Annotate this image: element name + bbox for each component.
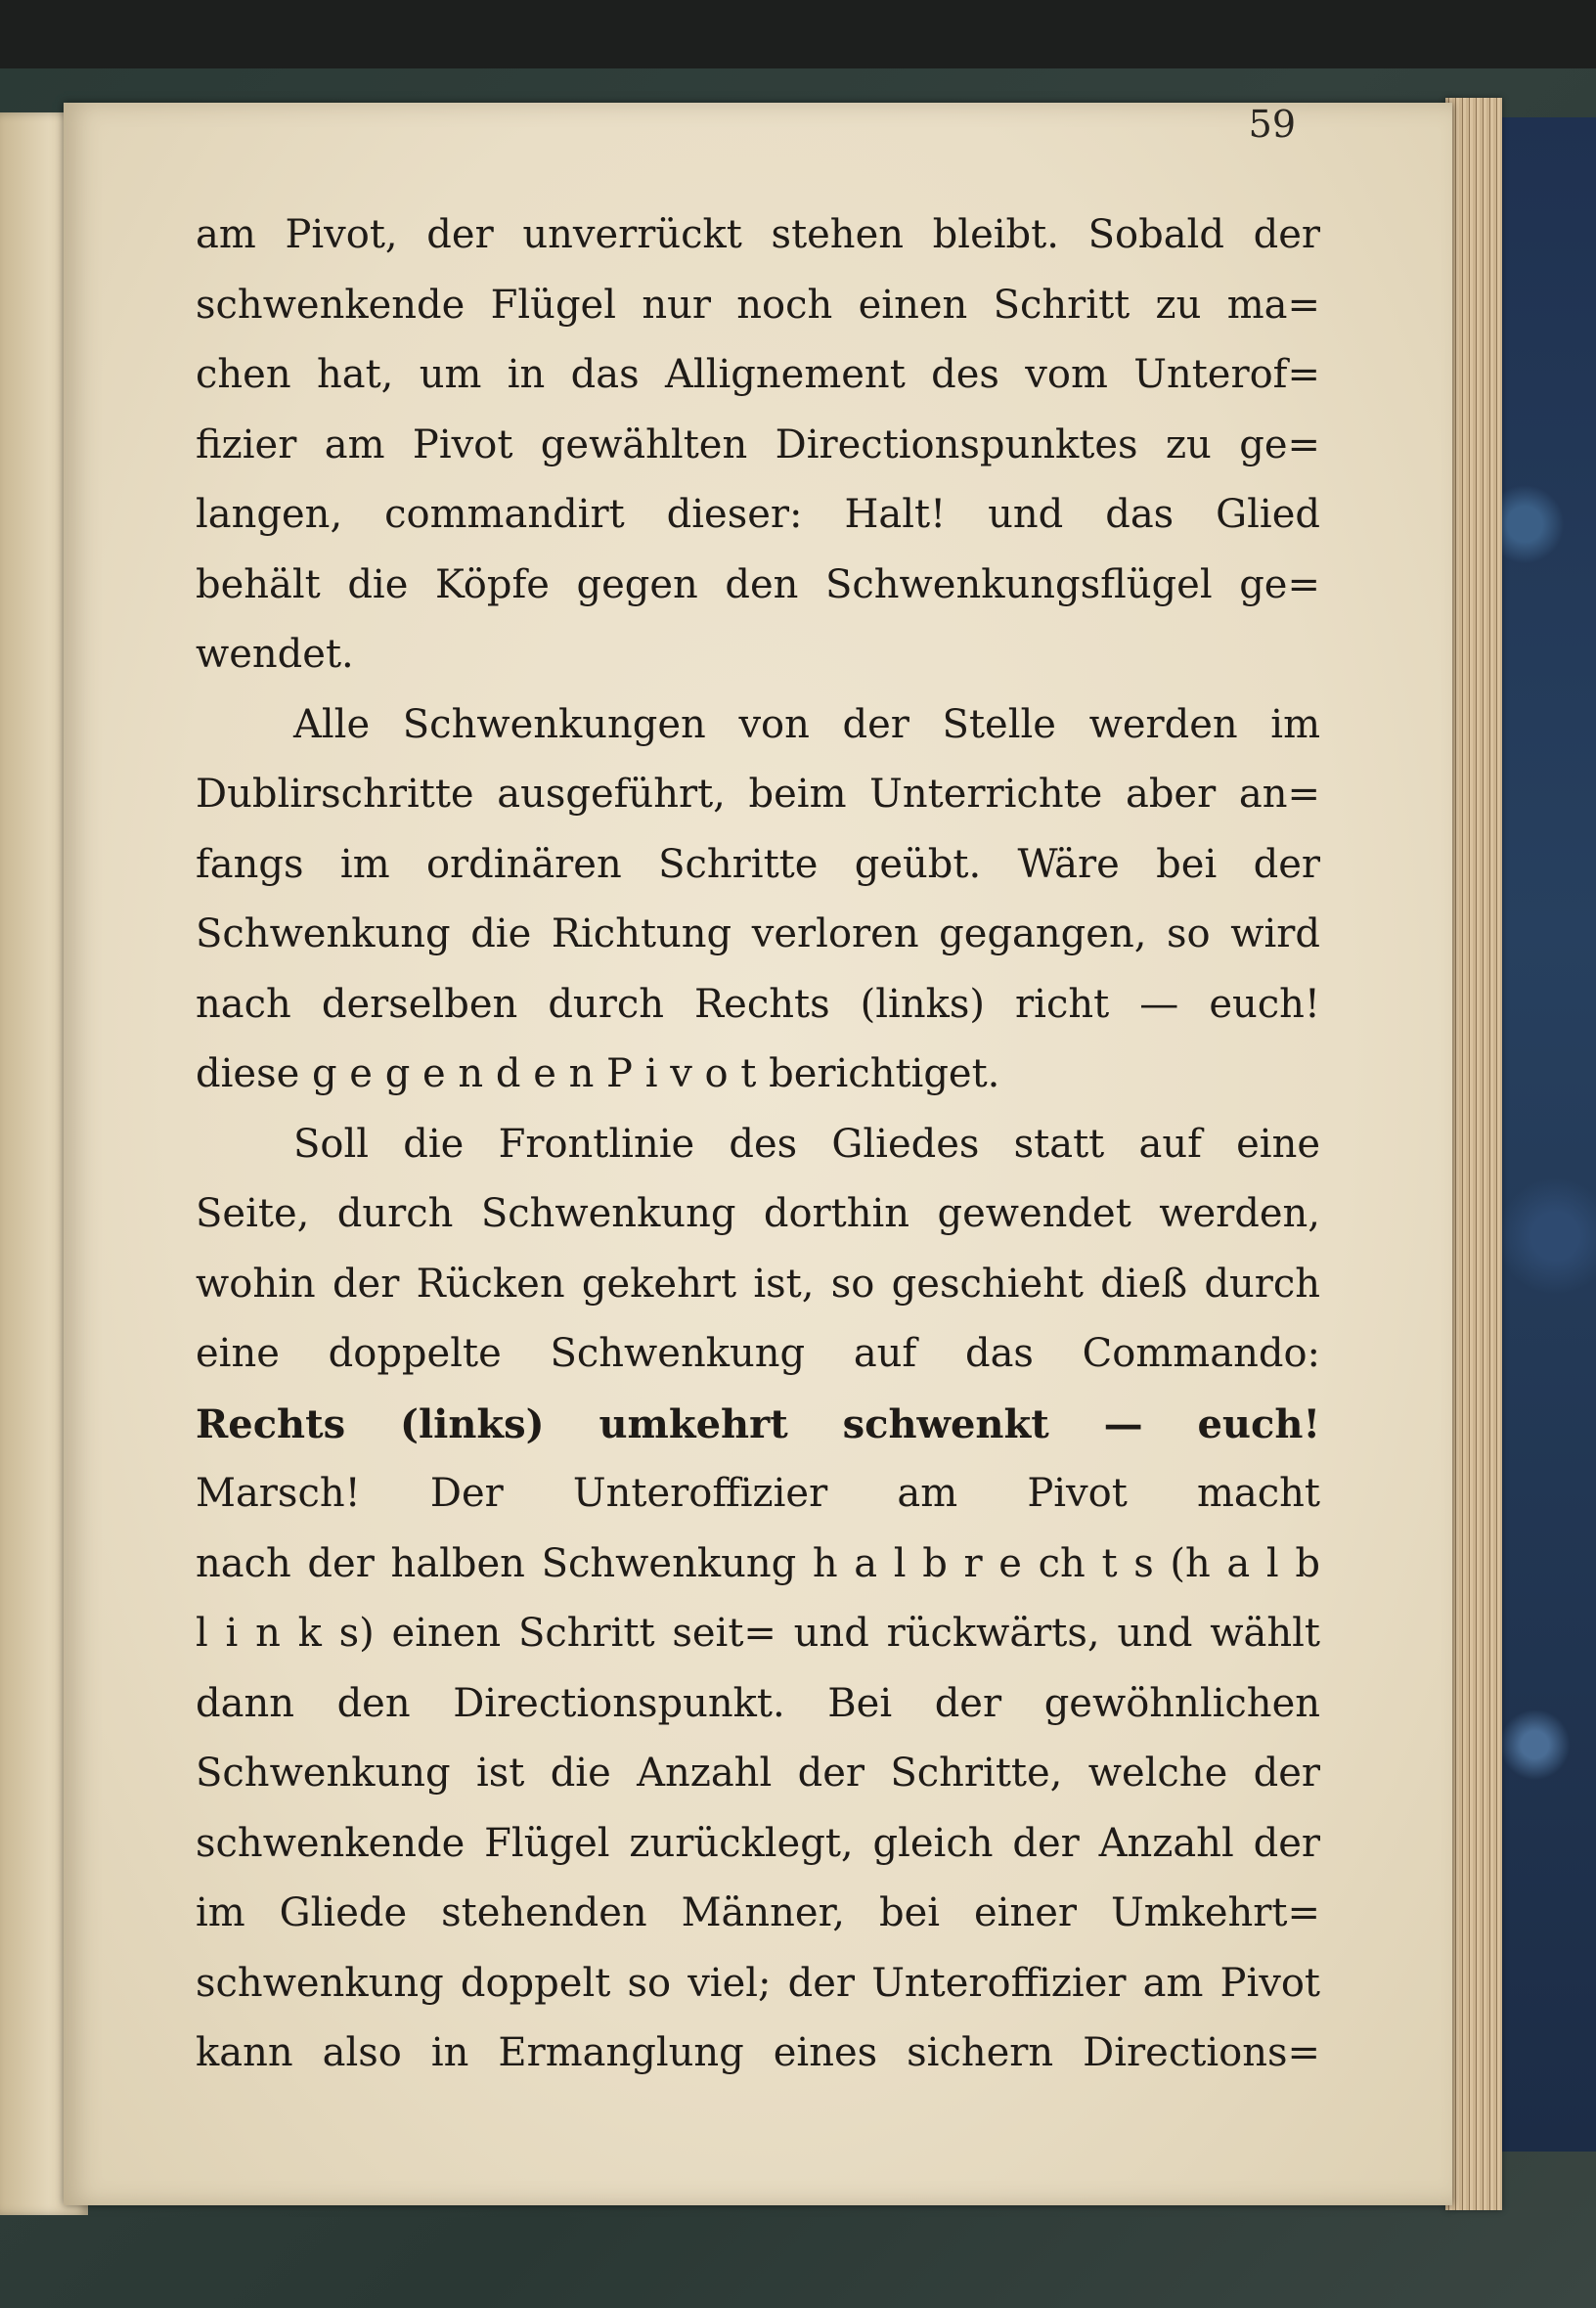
page-number: 59 [1248, 103, 1296, 146]
text-line: fizier am Pivot gewählten Directionspunktes zu ge= [196, 422, 1320, 467]
text-line: nach der halben Schwenkung h a l b r e ch t s (h a l b [196, 1540, 1320, 1586]
text-line: dann den Directionspunkt. Bei der gewöhnlichen [196, 1680, 1320, 1726]
text-line: wendet. [196, 632, 354, 677]
page-block-edges [1445, 98, 1502, 2210]
text-line: schwenkende Flügel zurücklegt, gleich der Anzahl der [196, 1820, 1320, 1866]
text-line: im Gliede stehenden Männer, bei einer Umkehrt= [196, 1890, 1320, 1935]
text-line: langen, commandirt dieser: Halt! und das Glied [196, 492, 1320, 537]
text-line: eine doppelte Schwenkung auf das Commando: [196, 1331, 1320, 1376]
text-line: nach derselben durch Rechts (links) richt — euch! [196, 981, 1320, 1027]
text-line: Rechts (links) umkehrt schwenkt — euch! [196, 1400, 1320, 1447]
text-line: am Pivot, der unverrückt stehen bleibt. Sobald der [196, 212, 1320, 257]
text-line: Alle Schwenkungen von der Stelle werden im [293, 701, 1320, 747]
text-line: chen hat, um in das Allignement des vom Unterof= [196, 352, 1320, 397]
text-line: Marsch! Der Unteroffizier am Pivot macht [196, 1471, 1320, 1516]
text-line: l i n k s) einen Schritt seit= und rückwärts, und wählt [196, 1611, 1320, 1656]
text-line: Soll die Frontlinie des Gliedes statt auf eine [293, 1121, 1320, 1167]
text-line: Schwenkung ist die Anzahl der Schritte, welche der [196, 1751, 1320, 1796]
text-line: wohin der Rücken gekehrt ist, so geschieht dieß durch [196, 1261, 1320, 1307]
text-line: fangs im ordinären Schritte geübt. Wäre bei der [196, 841, 1320, 887]
text-line: Seite, durch Schwenkung dorthin gewendet werden, [196, 1191, 1320, 1236]
text-line: behält die Köpfe gegen den Schwenkungsflügel ge= [196, 561, 1320, 607]
text-line: Dublirschritte ausgeführt, beim Unterrichte aber an= [196, 772, 1320, 817]
text-line: schwenkende Flügel nur noch einen Schritt zu ma= [196, 282, 1320, 328]
text-line: Schwenkung die Richtung verloren gegangen, so wird [196, 911, 1320, 956]
text-line: schwenkung doppelt so viel; der Unteroffizier am Pivot [196, 1960, 1320, 2006]
marbled-cover-edge [1494, 117, 1596, 2152]
text-line: diese g e g e n d e n P i v o t berichtiget. [196, 1051, 1000, 1096]
text-line: kann also in Ermanglung eines sichern Directions= [196, 2030, 1320, 2075]
page-text [196, 200, 1320, 2089]
